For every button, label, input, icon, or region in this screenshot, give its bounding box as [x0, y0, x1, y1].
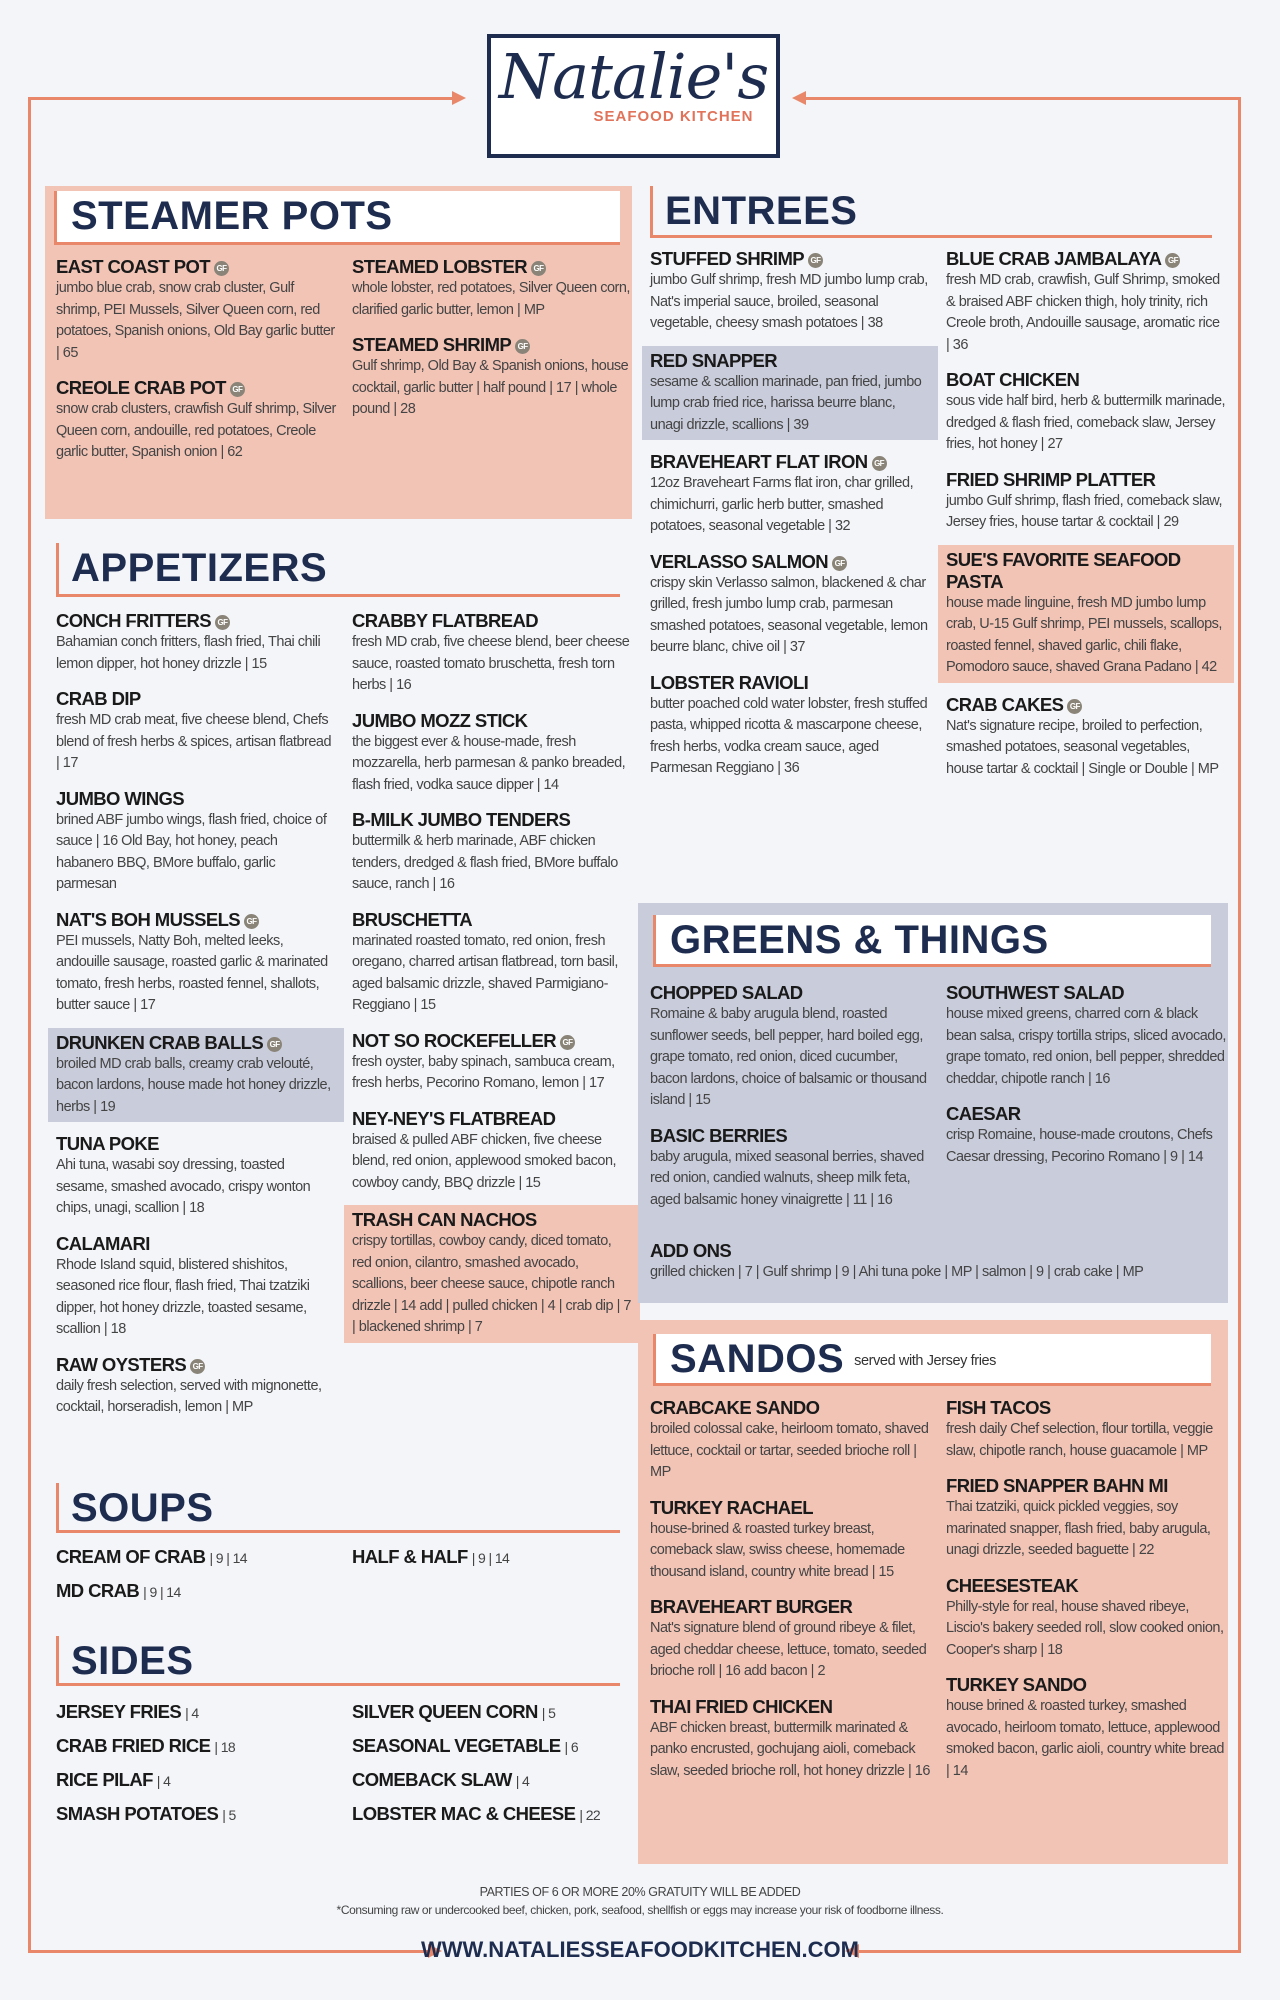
item-name-text: BRAVEHEART FLAT IRON: [650, 451, 868, 472]
item-description: sous vide half bird, herb & buttermilk marinade, dredged & flash fried, comeback slaw, Jersey fries, hot honey | 27: [946, 393, 1226, 452]
frame-right: [1238, 97, 1241, 1953]
gluten-free-icon: GF: [244, 914, 259, 929]
item-name: [650, 672, 930, 694]
gluten-free-icon: GF: [1165, 253, 1180, 268]
sandos-column: [946, 1395, 1226, 1793]
item-price: | 5: [541, 1705, 556, 1721]
add-ons: [650, 1240, 1220, 1284]
item-name: [650, 1497, 930, 1519]
item-name: CREAM OF CRAB: [56, 1546, 206, 1567]
menu-item: [352, 907, 632, 1019]
item-name-text: VERLASSO SALMON: [650, 550, 829, 572]
item-name: [352, 1108, 632, 1130]
menu-item: [946, 367, 1226, 458]
item-name: [650, 1596, 930, 1618]
item-name: HALF & HALF: [352, 1546, 468, 1567]
item-description: broiled colossal cake, heirloom tomato, shaved lettuce, cocktail or tartar, seeded brioche roll | MP: [650, 1421, 929, 1480]
item-name: [56, 1354, 336, 1376]
gluten-free-icon: GF: [230, 382, 245, 397]
menu-item: [946, 246, 1226, 358]
item-name-text: SUE'S FAVORITE SEAFOOD PASTA: [946, 548, 1181, 592]
item-name: [946, 694, 1226, 716]
item-name: [352, 610, 632, 632]
menu-item: [352, 1731, 632, 1765]
menu-item: [650, 246, 930, 337]
item-description: fresh oyster, baby spinach, sambuca cream, fresh herbs, Pecorino Romano, lemon | 17: [352, 1053, 615, 1091]
item-description: buttermilk & herb marinade, ABF chicken tenders, dredged & flash fried, BMore buffalo sauce, ranch | 16: [352, 833, 618, 892]
soups-column: [56, 1542, 336, 1610]
menu-item: [946, 1573, 1226, 1664]
item-name: [352, 909, 632, 931]
item-name-text: NEY-NEY'S FLATBREAD: [352, 1107, 556, 1129]
menu-item: [56, 1352, 336, 1421]
item-description: marinated roasted tomato, red onion, fresh oregano, charred artisan flatbread, torn basil, aged balsamic drizzle, shaved Parmigiano-Reggiano | 15: [352, 932, 618, 1013]
menu-item: [56, 907, 336, 1019]
item-name-text: RAW OYSTERS: [56, 1353, 187, 1375]
menu-item: [352, 1799, 632, 1833]
menu-item: [352, 1106, 632, 1197]
item-name: [946, 369, 1226, 391]
item-name: [650, 1125, 930, 1147]
item-name: [946, 982, 1226, 1004]
item-name: [946, 1103, 1226, 1125]
item-name: [946, 1575, 1226, 1597]
item-name: [650, 350, 930, 372]
frame-top-left: [28, 97, 453, 100]
greens-header: [653, 915, 1211, 967]
menu-item: [650, 980, 930, 1114]
item-description: Ahi tuna, wasabi soy dressing, toasted sesame, smashed avocado, crispy wonton chips, unagi, scallion | 18: [56, 1157, 311, 1216]
item-name: [352, 710, 632, 732]
item-name: JERSEY FRIES: [56, 1701, 182, 1722]
item-name-text: CALAMARI: [56, 1232, 150, 1254]
menu-item: [650, 449, 930, 540]
menu-item: [650, 549, 930, 661]
soups-column: [352, 1542, 632, 1576]
section-title: APPETIZERS: [71, 546, 328, 590]
item-name: SEASONAL VEGETABLE: [352, 1735, 561, 1756]
frame-left: [28, 97, 31, 1953]
menu-item: [352, 1765, 632, 1799]
item-name: [56, 688, 336, 710]
item-description: jumbo Gulf shrimp, fresh MD jumbo lump crab, Nat's imperial sauce, broiled, seasonal vegetable, cheesy smash potatoes | 38: [650, 272, 928, 331]
item-description: house-brined & roasted turkey breast, comeback slaw, swiss cheese, homemade thousand island, country white bread | 15: [650, 1520, 905, 1580]
item-name-text: STEAMED LOBSTER: [352, 256, 527, 277]
menu-item: [56, 1542, 336, 1576]
menu-item: [48, 1028, 344, 1123]
arrow-right-icon: [452, 91, 466, 105]
menu-item: [352, 332, 632, 423]
item-name-text: CREOLE CRAB POT: [56, 377, 226, 398]
item-name: [946, 1674, 1226, 1696]
menu-item: [352, 608, 632, 699]
menu-item: [352, 708, 632, 799]
item-name: [650, 1397, 930, 1419]
item-description: Rhode Island squid, blistered shishitos, seasoned rice flour, flash fried, Thai tzatziki dipper, hot honey drizzle, toasted sesame, scallion | 18: [56, 1256, 310, 1337]
item-name-text: SOUTHWEST SALAD: [946, 982, 1125, 1003]
item-description: sesame & scallion marinade, pan fried, jumbo lump crab fried rice, harissa beurre blanc, unagi drizzle, scallions | 39: [650, 373, 922, 433]
gluten-free-icon: GF: [531, 261, 546, 276]
section-title: [670, 1334, 1211, 1386]
item-name-text: CRABBY FLATBREAD: [352, 610, 539, 631]
menu-item: [56, 1765, 336, 1799]
sandos-title: SANDOS: [670, 1337, 845, 1381]
item-name: LOBSTER MAC & CHEESE: [352, 1803, 576, 1824]
sides-column: [352, 1697, 632, 1833]
item-description: fresh MD crab meat, five cheese blend, Chefs blend of fresh herbs & spices, artisan flatbread | 17: [56, 712, 332, 771]
item-description: house mixed greens, charred corn & black bean salsa, crispy tortilla strips, sliced avocado, grape tomato, red onion, bell pepper, shredded cheddar, chipotle ranch | 16: [946, 1006, 1226, 1087]
menu-item: [938, 545, 1234, 683]
item-price: | 4: [156, 1773, 171, 1789]
entrees-header: [650, 186, 1212, 238]
logo-subtitle: SEAFOOD KITCHEN: [593, 108, 754, 125]
gluten-free-icon: GF: [267, 1037, 282, 1052]
menu-item: [56, 608, 336, 677]
section-title: ENTREES: [665, 189, 858, 233]
item-description: jumbo blue crab, snow crab cluster, Gulf shrimp, PEI Mussels, Silver Queen corn, red potatoes, Spanish onions, Old Bay garlic butter | 65: [56, 280, 335, 361]
item-name-text: EAST COAST POT: [56, 256, 210, 277]
item-name: CRAB FRIED RICE: [56, 1735, 211, 1756]
item-price: | 9 | 14: [471, 1550, 510, 1566]
menu-item: [650, 670, 930, 782]
item-name: [650, 982, 930, 1004]
section-title: GREENS & THINGS: [670, 918, 1049, 962]
item-name-text: B-MILK JUMBO TENDERS: [352, 809, 571, 830]
item-name: [946, 1475, 1226, 1497]
section-title: SOUPS: [71, 1486, 214, 1530]
item-name-text: CRAB CAKES: [946, 693, 1064, 715]
menu-item: [56, 1231, 336, 1343]
item-name: MD CRAB: [56, 1580, 140, 1601]
gluten-free-icon: GF: [214, 261, 229, 276]
section-title: STEAMER POTS: [71, 194, 393, 238]
menu-item: [56, 1731, 336, 1765]
logo-script: Natalie's: [498, 40, 769, 113]
item-description: fresh MD crab, crawfish, Gulf Shrimp, smoked & braised ABF chicken thigh, holy trinity, rich Creole broth, Andouille sausage, aromatic rice | 36: [946, 272, 1220, 353]
item-name: [650, 248, 930, 270]
item-description: broiled MD crab balls, creamy crab velouté, bacon lardons, house made hot honey drizzle, herbs | 19: [56, 1055, 331, 1115]
item-name-text: JUMBO MOZZ STICK: [352, 709, 528, 731]
restaurant-logo: [487, 34, 780, 158]
item-price: | 18: [214, 1739, 236, 1755]
gluten-free-icon: GF: [190, 1359, 205, 1374]
item-name: COMEBACK SLAW: [352, 1769, 512, 1790]
item-description: whole lobster, red potatoes, Silver Queen corn, clarified garlic butter, lemon | MP: [352, 280, 630, 318]
item-description: jumbo Gulf shrimp, flash fried, comeback slaw, Jersey fries, house tartar & cocktail | 29: [946, 492, 1222, 530]
item-description: house brined & roasted turkey, smashed avocado, heirloom tomato, lettuce, applewood smoked bacon, garlic aioli, country white bread | 14: [946, 1698, 1224, 1779]
item-name-text: CHEESESTEAK: [946, 1574, 1079, 1596]
sandos-column: [650, 1395, 930, 1793]
gluten-free-icon: GF: [215, 615, 230, 630]
item-name-text: BLUE CRAB JAMBALAYA: [946, 248, 1162, 269]
item-name: [650, 451, 930, 473]
item-price: | 22: [579, 1807, 601, 1823]
item-name-text: BASIC BERRIES: [650, 1124, 788, 1146]
greens-column: [946, 980, 1226, 1179]
item-description: brined ABF jumbo wings, flash fried, choice of sauce | 16 Old Bay, hot honey, peach habanero BBQ, BMore buffalo, garlic parmesan: [56, 811, 327, 892]
item-price: | 4: [185, 1705, 199, 1721]
entrees-column: [650, 246, 930, 791]
item-description: Nat's signature blend of ground ribeye & filet, aged cheddar cheese, lettuce, tomato, seeded brioche roll | 16 add bacon | 2: [650, 1620, 927, 1679]
item-name: [650, 551, 930, 573]
gluten-free-icon: GF: [832, 556, 847, 571]
item-name-text: CRAB DIP: [56, 688, 141, 709]
item-description: crisp Romaine, house-made croutons, Chefs Caesar dressing, Pecorino Romano | 9 | 14: [946, 1127, 1213, 1165]
item-description: 12oz Braveheart Farms flat iron, char grilled, chimichurri, garlic herb butter, smashed potatoes, seasonal vegetable | 32: [650, 475, 914, 534]
gratuity-note: PARTIES OF 6 OR MORE 20% GRATUITY WILL BE ADDED: [479, 1885, 801, 1899]
item-name-text: NOT SO ROCKEFELLER: [352, 1029, 557, 1051]
menu-item: [352, 1028, 632, 1097]
section-title: SIDES: [71, 1639, 194, 1683]
item-price: | 9 | 14: [143, 1584, 181, 1600]
item-name-text: THAI FRIED CHICKEN: [650, 1695, 833, 1717]
menu-item: [352, 1542, 632, 1576]
gluten-free-icon: GF: [872, 456, 887, 471]
item-name-text: FRIED SHRIMP PLATTER: [946, 468, 1156, 490]
sides-header: [56, 1636, 620, 1686]
sandos-header: [653, 1334, 1211, 1386]
item-price: | 4: [515, 1773, 530, 1789]
item-name: [946, 549, 1226, 593]
item-name: [352, 1209, 632, 1231]
item-name: [56, 1032, 336, 1054]
appetizers-column: [56, 608, 336, 1430]
gluten-free-icon: GF: [560, 1035, 575, 1050]
menu-item: [946, 467, 1226, 536]
sides-column: [56, 1697, 336, 1833]
item-description: crispy skin Verlasso salmon, blackened & char grilled, fresh jumbo lump crab, parmesan smashed potatoes, seasonal vegetable, lemon beurre blanc, chive oil | 37: [650, 574, 928, 655]
item-name-text: TRASH CAN NACHOS: [352, 1209, 537, 1230]
item-name-text: JUMBO WINGS: [56, 787, 185, 809]
item-name: SILVER QUEEN CORN: [352, 1701, 538, 1722]
menu-item: [946, 1101, 1226, 1170]
item-description: PEI mussels, Natty Boh, melted leeks, andouille sausage, roasted garlic & marinated tomato, fresh herbs, roasted fennel, shallots, butter sauce | 17: [56, 932, 328, 1013]
menu-item: [650, 1694, 930, 1785]
menu-item: [56, 1576, 336, 1610]
menu-item: [56, 375, 336, 466]
entrees-column: [946, 246, 1226, 791]
soups-header: [56, 1483, 620, 1533]
item-name-text: TURKEY SANDO: [946, 1674, 1087, 1695]
item-price: | 5: [222, 1807, 236, 1823]
menu-item: [650, 1395, 930, 1486]
item-price: | 6: [564, 1739, 579, 1755]
menu-item: [56, 254, 336, 366]
menu-item: [56, 686, 336, 777]
item-name: [352, 256, 632, 278]
menu-item: [946, 980, 1226, 1092]
menu-item: [56, 1131, 336, 1222]
menu-item: [352, 807, 632, 898]
greens-column: [650, 980, 930, 1222]
add-ons-title: ADD ONS: [650, 1240, 732, 1261]
add-ons-desc: grilled chicken | 7 | Gulf shrimp | 9 | Ahi tuna poke | MP | salmon | 9 | crab cake | MP: [650, 1264, 1144, 1280]
menu-item: [650, 1495, 930, 1586]
gluten-free-icon: GF: [515, 339, 530, 354]
gluten-free-icon: GF: [808, 253, 823, 268]
item-description: Nat's signature recipe, broiled to perfection, smashed potatoes, seasonal vegetables, house tartar & cocktail | Single or Double | MP: [946, 717, 1219, 777]
item-name-text: CRABCAKE SANDO: [650, 1397, 820, 1418]
item-description: Philly-style for real, house shaved ribeye, Liscio's bakery seeded roll, slow cooked onion, Cooper's sharp | 18: [946, 1598, 1224, 1658]
item-name: RICE PILAF: [56, 1769, 153, 1790]
item-description: fresh daily Chef selection, flour tortilla, veggie slaw, chipotle ranch, house guacamole | MP: [946, 1421, 1213, 1459]
item-name: [352, 809, 632, 831]
item-description: Thai tzatziki, quick pickled veggies, soy marinated snapper, flash fried, baby arugula, unagi drizzle, seeded baguette | 22: [946, 1499, 1211, 1558]
frame-top-right: [805, 97, 1241, 100]
menu-item: [56, 1799, 336, 1833]
item-name-text: TURKEY RACHAEL: [650, 1496, 813, 1518]
item-name: [946, 248, 1226, 270]
item-name: [946, 1397, 1226, 1419]
item-name: [56, 1233, 336, 1255]
menu-item: [650, 1594, 930, 1685]
menu-item: [946, 1672, 1226, 1784]
item-name-text: STUFFED SHRIMP: [650, 248, 804, 269]
item-name: [352, 1030, 632, 1052]
item-description: baby arugula, mixed seasonal berries, shaved red onion, candied walnuts, sheep milk feta, aged balsamic honey vinaigrette | 11 | 16: [650, 1148, 924, 1208]
steamer-pots-header: [54, 191, 620, 245]
item-description: Bahamian conch fritters, flash fried, Thai chili lemon dipper, hot honey drizzle | 15: [56, 634, 321, 672]
item-name-text: RED SNAPPER: [650, 349, 778, 371]
item-description: daily fresh selection, served with mignonette, cocktail, horseradish, lemon | MP: [56, 1377, 322, 1415]
item-description: crispy tortillas, cowboy candy, diced tomato, red onion, cilantro, smashed avocado, scallions, beer cheese sauce, chipotle ranch drizzle | 14 add | pulled chicken | 4 | crab dip | 7 | blackened shrimp | 7: [352, 1233, 631, 1335]
item-name: [56, 256, 336, 278]
menu-item: [344, 1205, 640, 1343]
arrow-left-icon: [792, 91, 806, 105]
item-name-text: CAESAR: [946, 1103, 1021, 1124]
item-name-text: CONCH FRITTERS: [56, 610, 212, 631]
item-name-text: STEAMED SHRIMP: [352, 334, 512, 355]
item-description: the biggest ever & house-made, fresh mozzarella, herb parmesan & panko breaded, flash fried, vodka sauce dipper | 14: [352, 733, 626, 793]
gluten-free-icon: GF: [1067, 699, 1082, 714]
website-link[interactable]: WWW.NATALIESSEAFOODKITCHEN.COM: [421, 1937, 859, 1962]
menu-item: [352, 254, 632, 323]
item-name: [56, 1133, 336, 1155]
item-name: SMASH POTATOES: [56, 1803, 219, 1824]
item-price: | 9 | 14: [209, 1550, 247, 1566]
item-description: snow crab clusters, crawfish Gulf shrimp, Silver Queen corn, andouille, red potatoes, Creole garlic butter, Spanish onion | 62: [56, 401, 336, 460]
item-name-text: BRAVEHEART BURGER: [650, 1596, 853, 1617]
item-name-text: FISH TACOS: [946, 1397, 1051, 1418]
appetizers-column: [352, 608, 632, 1352]
menu-item: [946, 692, 1226, 783]
item-name: [650, 1696, 930, 1718]
item-name-text: FRIED SNAPPER BAHN MI: [946, 1475, 1168, 1496]
item-name: [352, 334, 632, 356]
steamer-pots-column: [56, 254, 336, 475]
item-description: fresh MD crab, five cheese blend, beer cheese sauce, roasted tomato bruschetta, fresh torn herbs | 16: [352, 634, 630, 693]
appetizers-header: [56, 543, 620, 597]
menu-item: [946, 1395, 1226, 1464]
item-name-text: NAT'S BOH MUSSELS: [56, 908, 241, 930]
item-description: house made linguine, fresh MD jumbo lump crab, U-15 Gulf shrimp, PEI mussels, scallops, roasted fennel, shaved garlic, chili flake, Pomodoro sauce, shaved Grana Padano | 42: [946, 594, 1222, 675]
menu-item: [946, 1473, 1226, 1564]
menu-item: [56, 1697, 336, 1731]
item-description: braised & pulled ABF chicken, five cheese blend, red onion, applewood smoked bacon, cowboy candy, BBQ drizzle | 15: [352, 1131, 617, 1191]
sandos-note: served with Jersey fries: [854, 1353, 997, 1370]
item-description: Romaine & baby arugula blend, roasted sunflower seeds, bell pepper, hard boiled egg, grape tomato, red onion, diced cucumber, bacon lardons, choice of balsamic or thousand island | 15: [650, 1006, 927, 1108]
item-description: ABF chicken breast, buttermilk marinated & panko encrusted, gochujang aioli, comeback slaw, seeded brioche roll, hot honey drizzle | 16: [650, 1719, 930, 1779]
item-name-text: BOAT CHICKEN: [946, 369, 1080, 390]
item-name: [56, 909, 336, 931]
item-name-text: DRUNKEN CRAB BALLS: [56, 1031, 264, 1053]
item-name: [56, 377, 336, 399]
food-warning: *Consuming raw or undercooked beef, chicken, pork, seafood, shellfish or eggs may increase your risk of foodborne illness.: [336, 1903, 944, 1917]
menu-item: [352, 1697, 632, 1731]
menu-item: [56, 786, 336, 898]
item-name-text: TUNA POKE: [56, 1133, 159, 1154]
item-name: [56, 610, 336, 632]
steamer-pots-column: [352, 254, 632, 432]
item-name-text: BRUSCHETTA: [352, 908, 473, 930]
menu-item: [650, 1123, 930, 1214]
item-name: [56, 788, 336, 810]
item-description: butter poached cold water lobster, fresh stuffed pasta, whipped ricotta & mascarpone cheese, fresh herbs, vodka cream sauce, aged Parmesan Reggiano | 36: [650, 695, 928, 776]
item-description: Gulf shrimp, Old Bay & Spanish onions, house cocktail, garlic butter | half pound | 17 | whole pound | 28: [352, 358, 629, 417]
item-name-text: LOBSTER RAVIOLI: [650, 671, 809, 693]
item-name-text: CHOPPED SALAD: [650, 982, 803, 1003]
item-name: [946, 469, 1226, 491]
menu-item: [642, 346, 938, 441]
